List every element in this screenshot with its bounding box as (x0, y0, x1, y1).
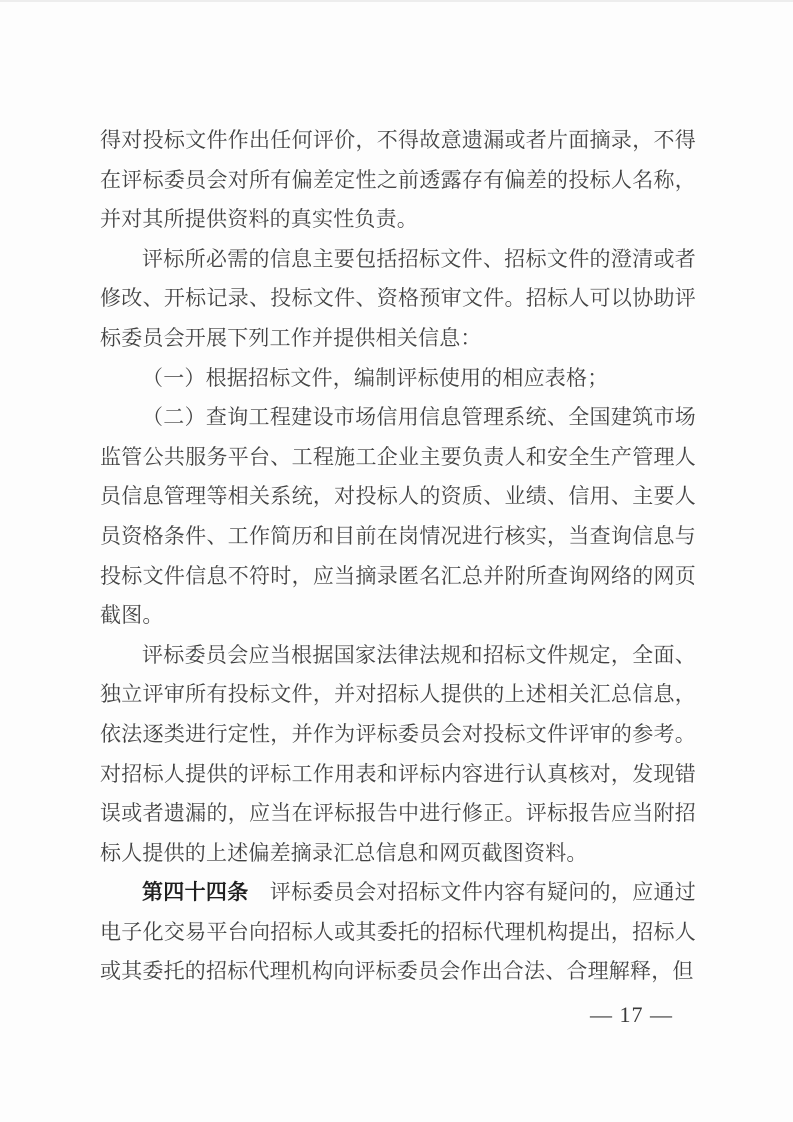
paragraph-article-44 (100, 873, 696, 992)
article-44-heading: 第四十四条 (142, 881, 249, 905)
paragraph-item-one: （一）根据招标文件，编制评标使用的相应表格； (142, 365, 609, 390)
paragraph-continuation: 得对投标文件作出任何评价，不得故意遗漏或者片面摘录，不得在评标委员会对所有偏差定性之前透露存有偏差的投标人名称，并对其所提供资料的真实性负责。 (100, 128, 696, 232)
article-44-body: 评标委员会对招标文件内容有疑问的，应通过电子化交易平台向招标人或其委托的招标代理机构提出，招标人或其委托的招标代理机构向评标委员会作出合法、合理解释，但 (100, 880, 696, 984)
paragraph-required-information: 评标所必需的信息主要包括招标文件、招标文件的澄清或者修改、开标记录、投标文件、资格预审文件。招标人可以协助评标委员会开展下列工作并提供相关信息： (100, 246, 696, 350)
paragraph-item-two: （二）查询工程建设市场信用信息管理系统、全国建筑市场监管公共服务平台、工程施工企业主要负责人和安全生产管理人员信息管理等相关系统，对投标人的资质、业绩、信用、主要人员资格条件、工作简历和目前在岗情况进行核实，当查询信息与投标文件信息不符时，应当摘录匿名汇总并附所查询网络的网页截图。 (100, 405, 696, 628)
document-text-block (100, 121, 696, 992)
paragraph-evaluation-committee-duties: 评标委员会应当根据国家法律法规和招标文件规定，全面、独立评审所有投标文件，并对招标人提供的上述相关汇总信息，依法逐类进行定性，并作为评标委员会对投标文件评审的参考。对招标人提供的评标工作用表和评标内容进行认真核对，发现错误或者遗漏的，应当在评标报告中进行修正。评标报告应当附招标人提供的上述偏差摘录汇总信息和网页截图资料。 (100, 642, 696, 865)
page-number: — 17 — (590, 1002, 673, 1027)
